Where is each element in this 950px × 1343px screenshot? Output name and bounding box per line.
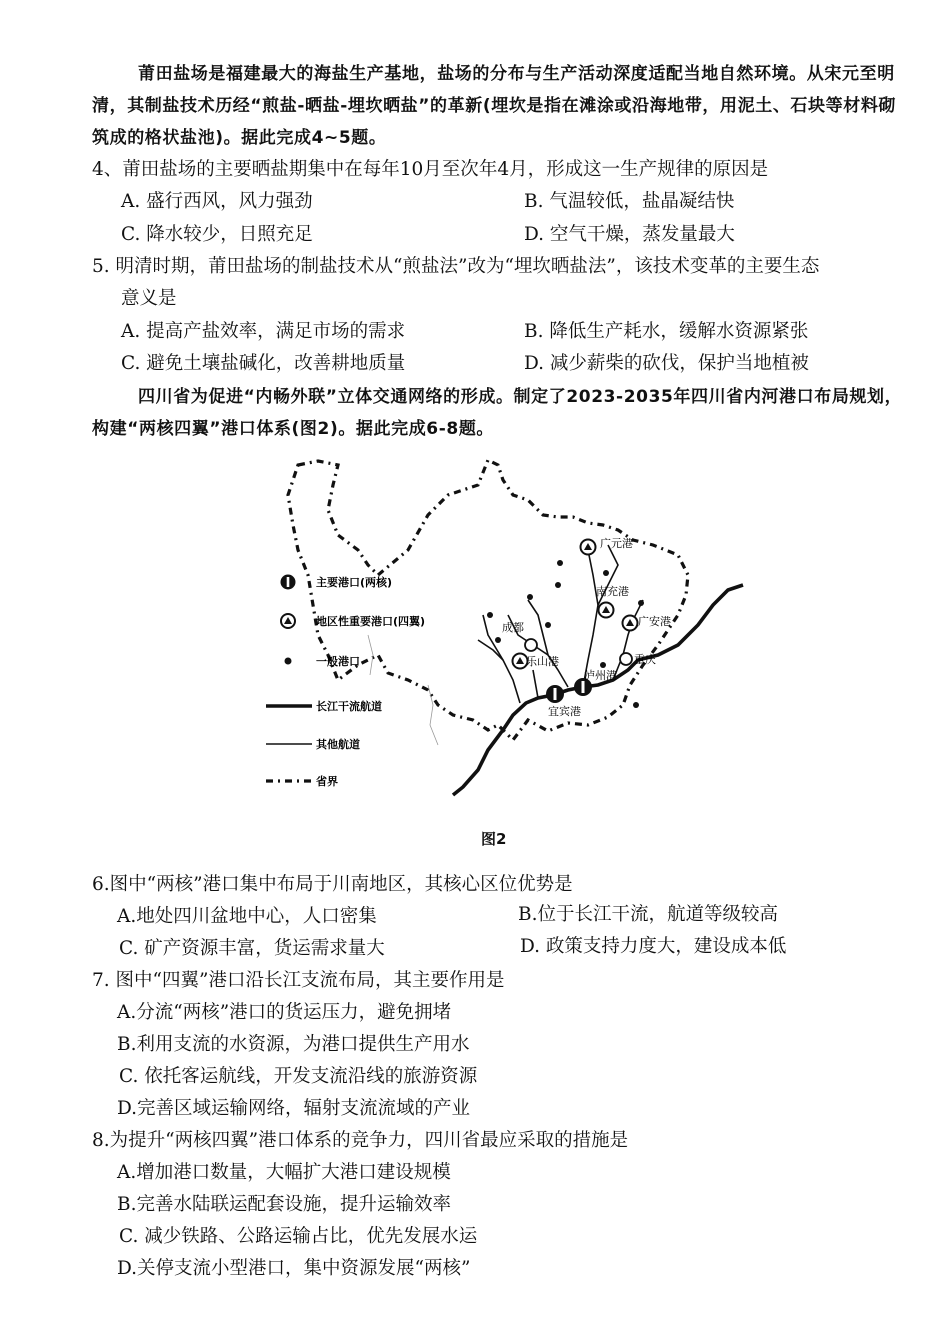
q6-stem: 6.图中“两核”港口集中布局于川南地区，其核心区位优势是 xyxy=(92,874,573,895)
regional-port-nanchong xyxy=(599,603,614,618)
legend-major-port-symbol xyxy=(281,575,296,590)
q4-option-c: C. 降水较少，日照充足 xyxy=(121,224,313,245)
province-boundary xyxy=(288,460,688,740)
q5-option-b: B. 降低生产耗水，缓解水资源紧张 xyxy=(524,321,809,342)
yangtze-main-channel xyxy=(453,585,743,795)
q8-option-c: C. 减少铁路、公路运输占比，优先发展水运 xyxy=(119,1226,478,1247)
q7-stem: 7. 图中“四翼”港口沿长江支流布局，其主要作用是 xyxy=(92,970,505,991)
q5-option-c: C. 避免土壤盐碱化，改善耕地质量 xyxy=(121,353,406,374)
legend-regional-port-symbol xyxy=(281,614,295,628)
q7-option-b: B.利用支流的水资源，为港口提供生产用水 xyxy=(117,1034,470,1055)
regional-port-guangyuan xyxy=(581,540,596,555)
q8-option-b: B.完善水陆联运配套设施，提升运输效率 xyxy=(117,1194,451,1215)
q4-option-b: B. 气温较低，盐晶凝结快 xyxy=(524,191,735,212)
q6-option-b: B.位于长江干流，航道等级较高 xyxy=(518,904,778,925)
label-luzhou: 泸州港 xyxy=(584,669,617,682)
general-ports xyxy=(487,560,644,708)
q8-option-d: D.关停支流小型港口，集中资源发展“两核” xyxy=(117,1258,471,1279)
regional-port-guangan xyxy=(623,616,638,631)
legend-other-channel-label: 其他航道 xyxy=(316,738,360,751)
legend-general-port-symbol xyxy=(285,658,292,665)
q7-option-c: C. 依托客运航线，开发支流沿线的旅游资源 xyxy=(119,1066,478,1087)
city-chengdu xyxy=(525,639,537,651)
q5-stem-line2: 意义是 xyxy=(121,288,177,309)
map-svg xyxy=(258,455,748,850)
q5-option-a: A. 提高产盐效率，满足市场的需求 xyxy=(121,321,406,342)
city-chongqing xyxy=(620,653,632,665)
legend-general-port-label: 一般港口 xyxy=(316,655,360,668)
label-guangyuan: 广元港 xyxy=(600,537,633,550)
q5-stem-line1: 5. 明清时期，莆田盐场的制盐技术从“煎盐法”改为“埋坎晒盐法”，该技术变革的主要生态 xyxy=(92,256,820,277)
q7-option-a: A.分流“两核”港口的货运压力，避免拥堵 xyxy=(117,1002,452,1023)
label-yibin: 宜宾港 xyxy=(548,705,581,718)
q8-option-a: A.增加港口数量，大幅扩大港口建设规模 xyxy=(117,1162,451,1183)
label-chengdu: 成都 xyxy=(502,621,524,634)
section2-intro: 四川省为促进“内畅外联”立体交通网络的形成。制定了2023-2035年四川省内河港口布局规划，构建“两核四翼”港口体系(图2)。据此完成6-8题。 xyxy=(92,387,903,439)
label-leshan: 乐山港 xyxy=(526,655,559,668)
legend-regional-port-label: 地区性重要港口(四翼) xyxy=(316,615,426,628)
major-port-yibin xyxy=(546,685,564,703)
q8-stem: 8.为提升“两核四翼”港口体系的竞争力，四川省最应采取的措施是 xyxy=(92,1130,629,1151)
label-chongqing: 重庆 xyxy=(634,653,656,666)
map-caption: 图2 xyxy=(481,830,507,848)
q7-option-d: D.完善区域运输网络，辐射支流流域的产业 xyxy=(117,1098,471,1119)
q4-stem: 4、莆田盐场的主要晒盐期集中在每年10月至次年4月，形成这一生产规律的原因是 xyxy=(92,159,769,180)
legend-major-port-label: 主要港口(两核) xyxy=(316,576,393,589)
q6-option-d: D. 政策支持力度大，建设成本低 xyxy=(520,936,787,957)
q6-option-a: A.地处四川盆地中心，人口密集 xyxy=(117,906,377,927)
q4-option-a: A. 盛行西风，风力强劲 xyxy=(121,191,313,212)
q4-option-d: D. 空气干燥，蒸发量最大 xyxy=(524,224,735,245)
legend-boundary-label: 省界 xyxy=(316,775,338,788)
q5-option-d: D. 减少薪柴的砍伐，保护当地植被 xyxy=(524,353,809,374)
section1-intro: 莆田盐场是福建最大的海盐生产基地，盐场的分布与生产活动深度适配当地自然环境。从宋元至明清，其制盐技术历经“煎盐-晒盐-埋坎晒盐”的革新(埋坎是指在滩涂或沿海地带，用泥土、石块等材料砌筑成的格状盐池)。据此完成4~5题。 xyxy=(92,64,897,148)
q6-option-c: C. 矿产资源丰富，货运需求量大 xyxy=(119,938,385,959)
map-legend xyxy=(266,575,425,789)
legend-main-channel-label: 长江干流航道 xyxy=(316,700,382,713)
label-guangan: 广安港 xyxy=(638,615,671,628)
label-nanchong: 南充港 xyxy=(596,585,629,598)
sichuan-port-map xyxy=(258,455,748,850)
